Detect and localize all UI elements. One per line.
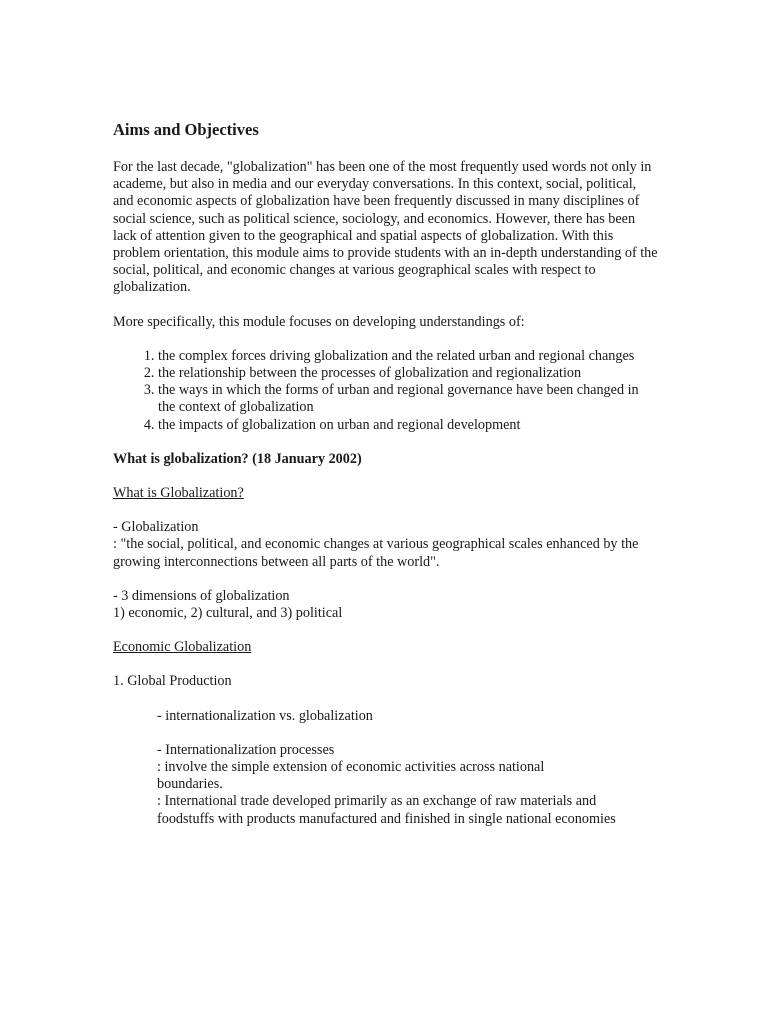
internationalization-point: : International trade developed primarily as an exchange of raw materials and foodstuffs with products manufactured and finished in single national economies [157,793,616,827]
definition-text: : "the social, political, and economic changes at various geographical scales enhanced by the growing interconnections between all parts of the world". [113,536,639,570]
internationalization-label: - Internationalization processes [157,741,335,758]
internationalization-block [157,742,658,828]
objective-item: 1. the complex forces driving globalization and the related urban and regional changes [158,348,658,365]
section-title-economic-globalization: Economic Globalization [113,639,252,656]
section-title-what-is-globalization: What is Globalization? [113,485,244,502]
intro-paragraph: For the last decade, "globalization" has been one of the most frequently used words not only in academe, but also in media and our everyday conversations. In this context, social, political, and economic aspects of globalization have been frequently discussed in many disciplines of social science, such as political science, sociology, and economics. However, there has been lack of attention given to the geographical and spatial aspects of globalization. With this problem orientation, this module aims to provide students with an in-depth understanding of the social, political, and economic changes at various geographical scales with respect to globalization. [113,159,658,296]
internationalization-point: : involve the simple extension of economic activities across national boundaries. [157,759,545,793]
dimensions-text: 1) economic, 2) cultural, and 3) political [113,605,343,622]
objective-item: 2. the relationship between the processes of globalization and regionalization [158,365,658,382]
objectives-list [113,348,658,434]
global-production-heading: 1. Global Production [113,673,232,690]
lecture-title: What is globalization? (18 January 2002) [113,450,362,467]
objective-item: 4. the impacts of globalization on urban and regional development [158,417,658,434]
objective-item: 3. the ways in which the forms of urban and regional governance have been changed in the context of globalization [158,382,658,416]
focus-intro: More specifically, this module focuses on developing understandings of: [113,313,525,330]
heading-aims-objectives: Aims and Objectives [113,120,259,139]
definition-label: - Globalization [113,519,199,536]
internationalization-vs-globalization: - internationalization vs. globalization [157,707,373,724]
document-page [113,120,658,828]
dimensions-label: - 3 dimensions of globalization [113,587,290,604]
